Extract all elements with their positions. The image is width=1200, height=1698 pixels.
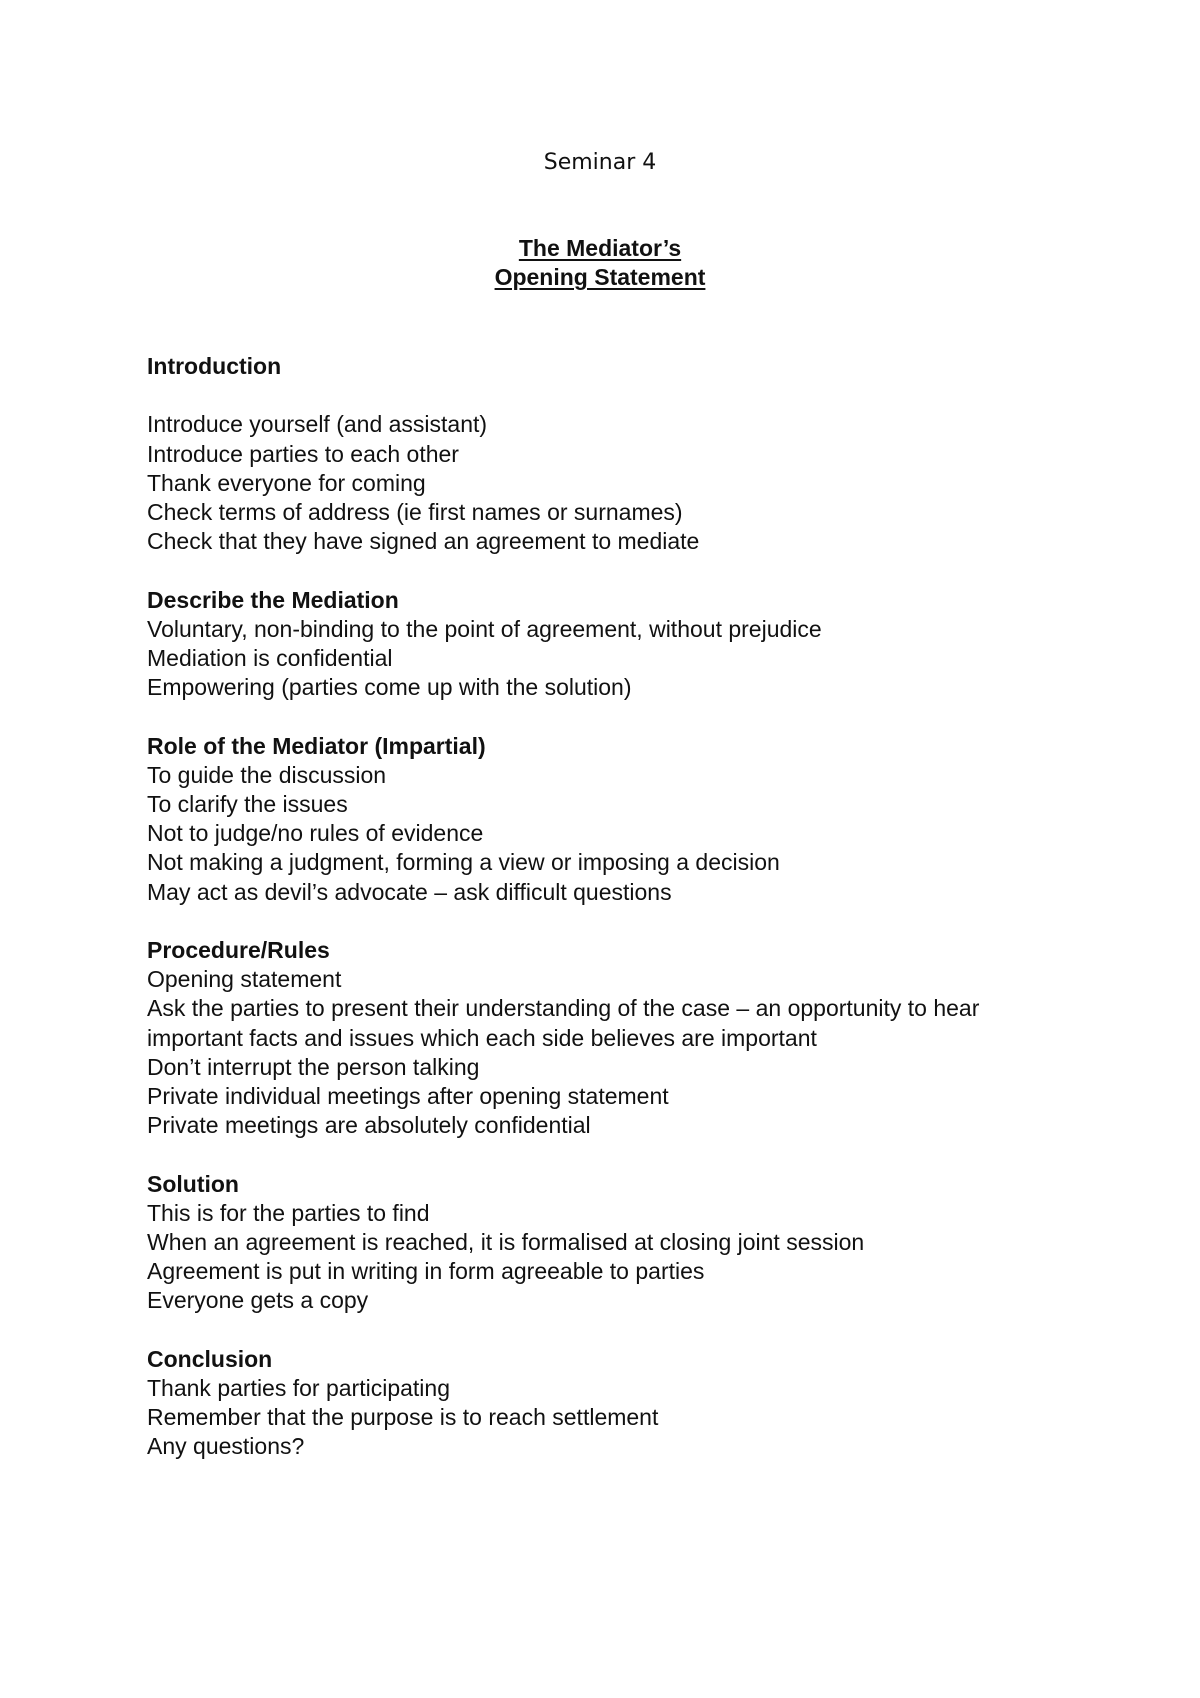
list-item: Everyone gets a copy (147, 1287, 369, 1314)
list-item: Not to judge/no rules of evidence (147, 820, 484, 847)
spacer (147, 907, 1147, 936)
section-heading-introduction: Introduction (147, 353, 282, 379)
list-item: When an agreement is reached, it is formalised at closing joint session (147, 1229, 865, 1256)
list-item: Check that they have signed an agreement to mediate (147, 528, 700, 555)
document-title-line-2: Opening Statement (494, 264, 706, 290)
list-item: Introduce yourself (and assistant) (147, 411, 488, 438)
list-item: Thank parties for participating (147, 1375, 450, 1402)
document-title-line-1: The Mediator’s (518, 235, 682, 261)
seminar-label: Seminar 4 (543, 150, 657, 175)
list-item: Agreement is put in writing in form agreeable to parties (147, 1258, 705, 1285)
list-item: Voluntary, non-binding to the point of agreement, without prejudice (147, 615, 822, 642)
section-heading-procedure: Procedure/Rules (147, 937, 330, 963)
list-item: Thank everyone for coming (147, 469, 426, 496)
list-item: To clarify the issues (147, 791, 348, 817)
spacer (147, 702, 1147, 731)
list-item: Empowering (parties come up with the solution) (147, 674, 632, 701)
section-heading-conclusion: Conclusion (147, 1345, 273, 1372)
list-item: Check terms of address (ie first names or surnames) (147, 499, 683, 525)
section-heading-describe: Describe the Mediation (147, 586, 399, 613)
section-heading-solution: Solution (147, 1170, 239, 1197)
list-item: Don’t interrupt the person talking (147, 1053, 480, 1080)
document-body (147, 352, 1147, 1462)
list-item: To guide the discussion (147, 761, 387, 788)
list-item: Remember that the purpose is to reach settlement (147, 1404, 659, 1431)
list-item: Private meetings are absolutely confidential (147, 1112, 591, 1139)
list-item: This is for the parties to find (147, 1199, 430, 1226)
spacer (147, 1140, 1147, 1169)
spacer (147, 556, 1147, 585)
list-item: Not making a judgment, forming a view or imposing a decision (147, 849, 780, 876)
list-item: May act as devil’s advocate – ask difficult questions (147, 878, 672, 905)
spacer (147, 381, 1147, 410)
list-item: Mediation is confidential (147, 645, 393, 671)
list-item: Opening statement (147, 966, 342, 993)
list-item: Introduce parties to each other (147, 440, 459, 467)
list-item: Ask the parties to present their understanding of the case – an opportunity to hear important facts and issues which each side believes are important (147, 995, 980, 1051)
list-item: Private individual meetings after opening statement (147, 1083, 669, 1110)
list-item: Any questions? (147, 1433, 305, 1460)
section-heading-role: Role of the Mediator (Impartial) (147, 732, 486, 759)
spacer (147, 1316, 1147, 1345)
